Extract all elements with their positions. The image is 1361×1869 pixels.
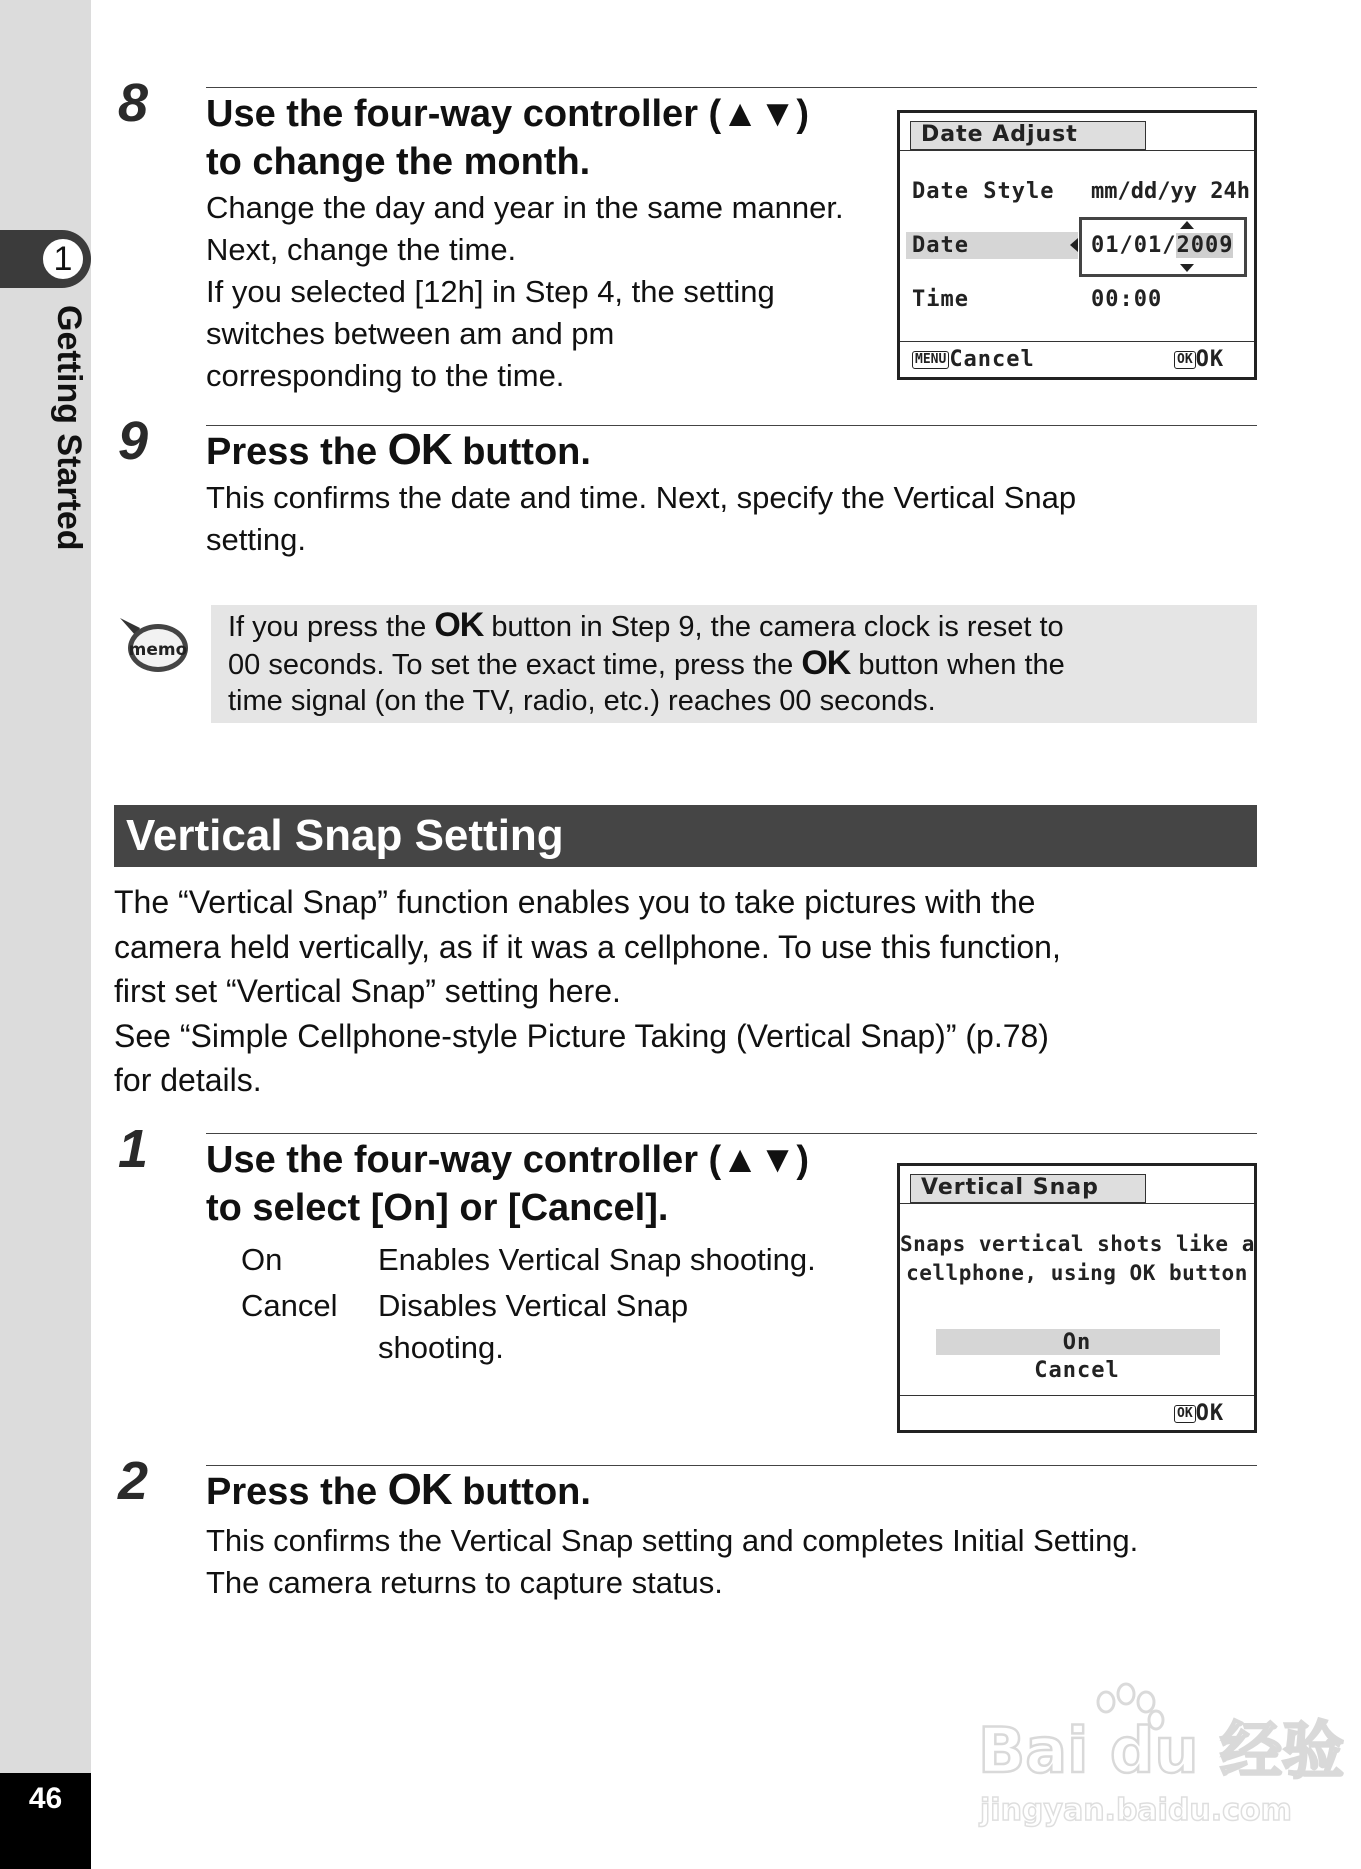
- memo-text-part: If you press the: [228, 611, 435, 643]
- date-value-selected: 2009: [1176, 233, 1234, 258]
- ok-button-glyph: OK: [434, 606, 484, 644]
- ok-key-icon: OK: [1174, 351, 1196, 369]
- step-body-line: If you selected [12h] in Step 4, the setting: [206, 274, 775, 309]
- watermark-url: jingyan.baidu.com: [980, 1793, 1292, 1828]
- step-body-line: setting.: [206, 522, 306, 557]
- memo-text: [228, 607, 1248, 719]
- ok-hint: [1174, 347, 1224, 372]
- cancel-hint: [912, 347, 1035, 372]
- date-adjust-screen: [897, 110, 1257, 380]
- snap-desc-line: Snaps vertical shots like a: [900, 1232, 1255, 1256]
- vertical-snap-screen: [897, 1163, 1257, 1433]
- step-body: [206, 1520, 1266, 1604]
- down-arrow-icon: [1180, 264, 1194, 272]
- section-title: Vertical Snap Setting: [126, 811, 564, 860]
- snap-option-cancel: Cancel: [1034, 1358, 1120, 1383]
- memo-line: [228, 645, 1248, 683]
- step-body-line: corresponding to the time.: [206, 358, 565, 393]
- step-title-line: Use the four-way controller (▲▼): [206, 1139, 810, 1181]
- intro-line: first set “Vertical Snap” setting here.: [114, 973, 621, 1009]
- left-arrow-icon: [1070, 238, 1078, 252]
- date-value: [1091, 233, 1233, 258]
- up-arrow-icon: [1180, 221, 1194, 229]
- watermark-brand: Bai du 经验: [978, 1714, 1345, 1787]
- ok-button-glyph: OK: [387, 1465, 452, 1514]
- cancel-label: Cancel: [949, 347, 1035, 372]
- step-number: 1: [118, 1119, 147, 1179]
- step-title-line: Use the four-way controller (▲▼): [206, 93, 810, 135]
- memo-line: time signal (on the TV, radio, etc.) reaches 00 seconds.: [228, 685, 936, 717]
- time-label: Time: [912, 287, 969, 312]
- step-number: 9: [118, 411, 147, 471]
- screen-divider: [900, 341, 1254, 342]
- step-title: [206, 426, 591, 476]
- memo-icon: [114, 612, 190, 676]
- ok-label: OK: [1195, 347, 1225, 372]
- step-title-text: Press the: [206, 1471, 388, 1513]
- date-value-prefix: 01/01/: [1091, 233, 1177, 258]
- step-title-line: to change the month.: [206, 141, 591, 183]
- step-title: [206, 1136, 809, 1232]
- intro-line: The “Vertical Snap” function enables you to take pictures with the: [114, 884, 1036, 920]
- step-title-text: button.: [451, 431, 591, 473]
- intro-line: camera held vertically, as if it was a cellphone. To use this function,: [114, 928, 1061, 965]
- step-number: 8: [118, 73, 147, 133]
- snap-desc-line: cellphone, using OK button: [906, 1261, 1248, 1285]
- ok-button-glyph: OK: [387, 425, 452, 474]
- intro-line: for details.: [114, 1062, 262, 1098]
- screen-divider: [900, 150, 1254, 151]
- step-body-line: The camera returns to capture status.: [206, 1565, 723, 1600]
- step-title: [206, 90, 809, 186]
- page-number: 46: [28, 1782, 63, 1815]
- option-key-on: On: [241, 1242, 283, 1277]
- memo-icon-label: memo: [128, 640, 188, 660]
- step-body-line: This confirms the date and time. Next, specify the Vertical Snap: [206, 480, 1077, 515]
- baidu-watermark: [970, 1680, 1345, 1830]
- ok-label: OK: [1195, 1401, 1225, 1426]
- step-body-line: Change the day and year in the same manner.: [206, 190, 844, 225]
- step-rule: [206, 1133, 1257, 1134]
- intro-line: See “Simple Cellphone-style Picture Taking (Vertical Snap)” (p.78): [114, 1017, 1049, 1054]
- ok-hint: [1174, 1401, 1224, 1426]
- step-title-line: to select [On] or [Cancel].: [206, 1187, 669, 1229]
- memo-text-part: button in Step 9, the camera clock is reset to: [483, 611, 1064, 643]
- screen-divider: [900, 1203, 1254, 1204]
- screen-title: Vertical Snap: [910, 1174, 1146, 1203]
- step-title: [206, 1466, 591, 1516]
- memo-line: [228, 607, 1248, 645]
- option-key-cancel: Cancel: [241, 1288, 338, 1323]
- date-style-label: Date Style: [912, 179, 1055, 204]
- date-label: Date: [912, 233, 969, 258]
- menu-key-icon: MENU: [912, 351, 949, 369]
- step-title-text: button.: [451, 1471, 591, 1513]
- screen-title: Date Adjust: [910, 121, 1146, 150]
- step-number: 2: [118, 1451, 147, 1511]
- step-body: [206, 187, 886, 397]
- ok-button-glyph: OK: [801, 644, 851, 682]
- chapter-title: Getting Started: [50, 305, 88, 551]
- step-title-text: Press the: [206, 431, 388, 473]
- date-style-value: mm/dd/yy 24h: [1091, 179, 1250, 204]
- memo-text-part: button when the: [850, 649, 1065, 681]
- ok-key-icon: OK: [1174, 1405, 1196, 1423]
- step-rule: [206, 87, 1257, 88]
- time-value: 00:00: [1091, 287, 1163, 312]
- step-body: [206, 477, 1256, 561]
- step-body-line: This confirms the Vertical Snap setting and completes Initial Setting.: [206, 1523, 1139, 1558]
- step-body-line: Next, change the time.: [206, 232, 517, 267]
- step-body-line: switches between am and pm: [206, 316, 615, 351]
- snap-option-on: On: [1062, 1330, 1092, 1355]
- section-intro: [114, 880, 1257, 1103]
- screen-divider: [900, 1395, 1254, 1396]
- option-desc-on: Enables Vertical Snap shooting.: [378, 1242, 816, 1277]
- option-desc-cancel: Disables Vertical Snap shooting.: [378, 1288, 689, 1365]
- memo-text-part: 00 seconds. To set the exact time, press the: [228, 649, 802, 681]
- chapter-number: 1: [40, 236, 86, 282]
